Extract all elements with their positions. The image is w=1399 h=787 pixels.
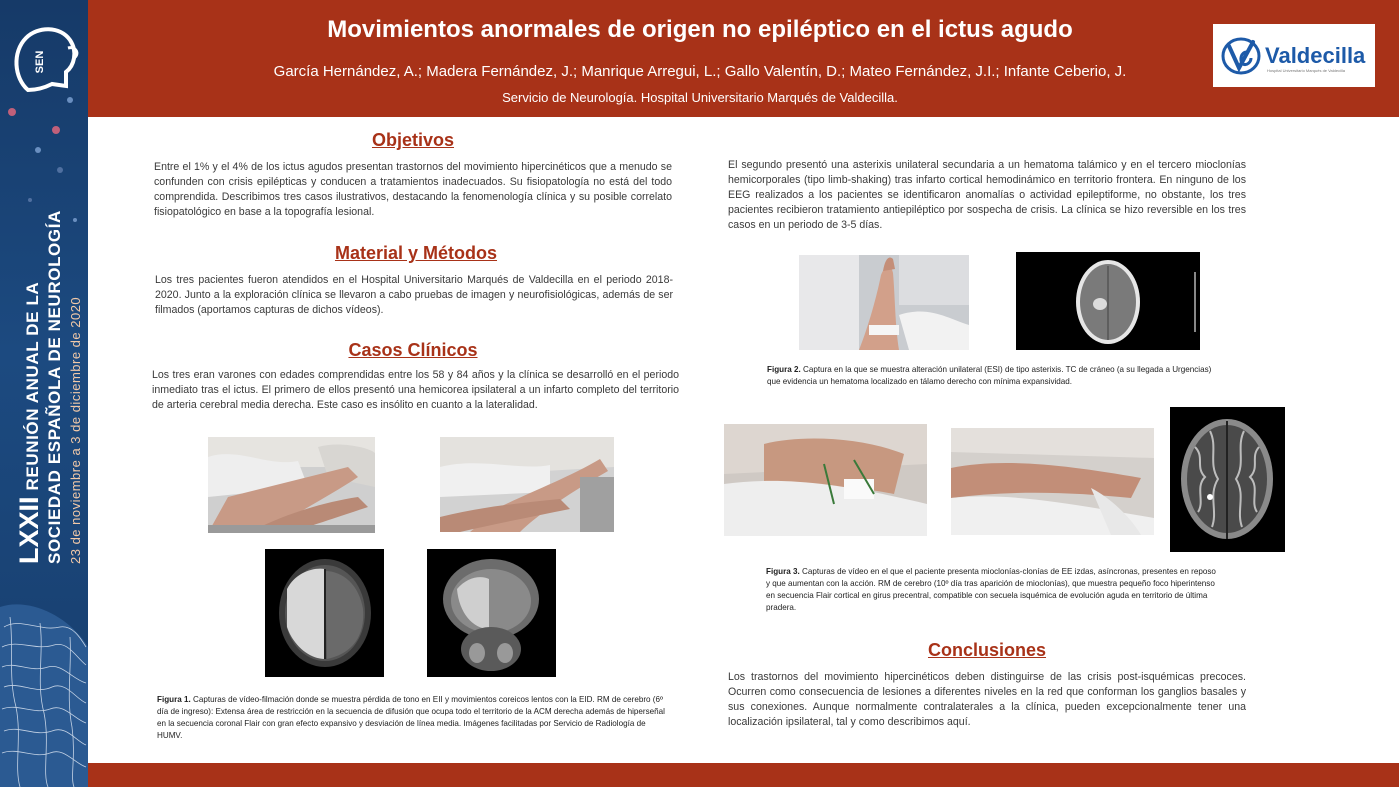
fig2-video-capture bbox=[799, 255, 969, 350]
casos-text: Los tres eran varones con edades comprendidas entre los 58 y 84 años y la clínica se desarrolló en el periodo inmediato tras el ictus. El primero de ellos presentó una hemicorea ipsilateral a un infarto completo del territorio de arteria cerebral media derecha. Este caso es insólito en cuanto a la lateralidad. bbox=[152, 369, 679, 411]
brain-illustration bbox=[0, 587, 88, 787]
authors: García Hernández, A.; Madera Fernández, J.; Manrique Arregui, L.; Gallo Valentín, D.; Mateo Fernández, J.I.; Infante Ceberio, J. bbox=[273, 63, 1127, 80]
valdecilla-emblem-icon bbox=[1219, 34, 1263, 78]
fig2-caption bbox=[767, 364, 1227, 388]
fig2-text: Captura en la que se muestra alteración unilateral (ESI) de tipo asterixis. TC de cráneo (a su llegada a Urgencias) que evidencia un hematoma localizado en tálamo derecho con mínima expansividad. bbox=[767, 365, 1212, 386]
fig1-mri-coronal-flair bbox=[427, 549, 556, 677]
congress-edition: LXXII bbox=[13, 496, 44, 564]
congress-line2: SOCIEDAD ESPAÑOLA DE NEUROLOGÍA bbox=[44, 210, 64, 564]
material-text: Los tres pacientes fueron atendidos en el Hospital Universitario Marqués de Valdecilla en el periodo 2018-2020. Junto a la exploración clínica se llevaron a cabo pruebas de imagen y neurofisiológicas, además de ser filmados (aportamos capturas de dichos vídeos). bbox=[155, 274, 673, 316]
fig1-caption bbox=[157, 694, 667, 742]
congress-banner bbox=[0, 0, 88, 787]
fig1-text: Capturas de vídeo-filmación donde se muestra pérdida de tono en EII y movimientos coreicos lentos con la EID. RM de cerebro (6º día de ingreso): Extensa área de restricción en la secuencia de difusión que ocupa todo el territorio de la ACM derecha además de hiperseñal en la secuencia coronal Flair con gran efecto expansivo y desviación de línea media. Imágenes facilitadas por Servicio de Radiología de HUMV. bbox=[157, 695, 665, 740]
fig3-label: Figura 3. bbox=[766, 567, 800, 576]
poster-footer bbox=[88, 763, 1399, 787]
fig1-label: Figura 1. bbox=[157, 695, 191, 704]
fig3-video-capture-2 bbox=[951, 428, 1154, 535]
material-heading: Material y Métodos bbox=[334, 243, 498, 263]
fig1-mri-diffusion bbox=[265, 549, 384, 677]
sen-logo bbox=[8, 18, 82, 98]
valdecilla-logo bbox=[1213, 24, 1375, 87]
objetivos-heading: Objetivos bbox=[371, 130, 455, 150]
poster-title: Movimientos anormales de origen no epiléptico en el ictus agudo bbox=[327, 16, 1073, 43]
fig1-video-capture-1 bbox=[208, 437, 375, 533]
valdecilla-name: Valdecilla bbox=[1265, 42, 1366, 68]
conclusiones-heading: Conclusiones bbox=[927, 640, 1047, 660]
valdecilla-subtitle: Hospital Universitario Marqués de Valdecilla bbox=[1267, 68, 1345, 73]
fig1-video-capture-2 bbox=[440, 437, 614, 532]
fig2-ct-scan bbox=[1016, 252, 1200, 350]
fig3-text: Capturas de vídeo en el que el paciente presenta mioclonías-clonías de EE izdas, asíncronas, presentes en reposo y que aumentan con la acción. RM de cerebro (10º día tras aparición de mioclonías), que muestra pequeño foco hiperintenso en secuencia Flair cortical en girus precentral, compatible con secuela isquémica de evolución aguda en territorio de última pradera. bbox=[766, 567, 1216, 612]
objetivos-text: Entre el 1% y el 4% de los ictus agudos presentan trastornos del movimiento hipercinéticos que a menudo se confunden con crisis epilépticas y conducen a tratamientos inadecuados. Su fisiopatología no está del todo comprendida. Describimos tres casos ilustrativos, destacando la fenomenología clínica y su posible correlato fisiopatológico en base a la topografía lesional. bbox=[154, 161, 672, 218]
congress-line1: REUNIÓN ANUAL DE LA bbox=[22, 281, 42, 491]
poster-header bbox=[88, 0, 1399, 117]
fig3-caption bbox=[766, 566, 1220, 614]
sen-logo-text: SEN bbox=[34, 50, 46, 74]
affiliation: Servicio de Neurología. Hospital Universitario Marqués de Valdecilla. bbox=[502, 90, 898, 105]
fig3-video-capture-1 bbox=[724, 424, 927, 536]
congress-title bbox=[4, 102, 88, 572]
segundo-caso-text: El segundo presentó una asterixis unilateral secundaria a un hematoma talámico y en el tercero mioclonías hemicorporales (tipo limb-shaking) tras infarto cortical hemodinámico en territorio frontera. En ninguno de los EEG realizados a los pacientes se identificaron anomalías o actividad epileptiforme, no obstante, los tres pacientes recibieron tratamiento antiepiléptico por sospecha de crisis. La clínica se hizo reversible en los tres casos en un periodo de 3-5 días. bbox=[728, 159, 1246, 231]
fig3-mri-flair bbox=[1170, 407, 1285, 552]
fig2-label: Figura 2. bbox=[767, 365, 801, 374]
casos-heading: Casos Clínicos bbox=[348, 340, 478, 360]
conclusiones-text: Los trastornos del movimiento hipercinéticos deben distinguirse de las crisis post-isquémicas precoces. Ocurren como consecuencia de lesiones a diferentes niveles en la red que conforman los ganglios basales y sus conexiones. Aunque normalmente contralaterales a la clínica, pueden excepcionalmente tener una localización ipsilateral, tal y como describimos aquí. bbox=[728, 671, 1246, 728]
congress-dates: 23 de noviembre a 3 de diciembre de 2020 bbox=[67, 296, 83, 564]
